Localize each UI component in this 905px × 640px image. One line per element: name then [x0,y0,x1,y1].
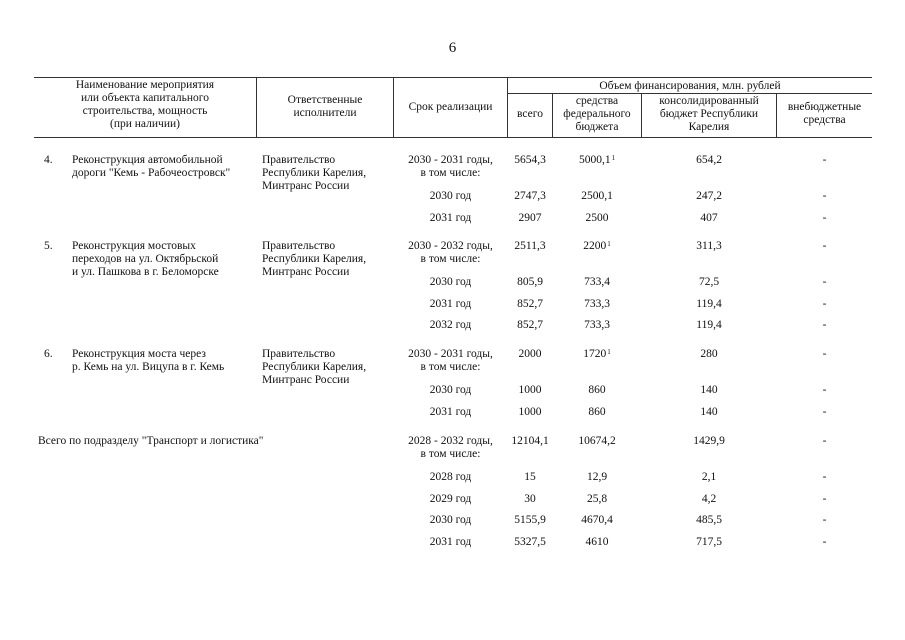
row-total: 2907 [518,211,542,224]
summary-period: 2031 год [429,535,472,548]
row-total: 805,9 [517,276,543,288]
summary-federal: 25,8 [586,492,608,505]
summary-federal: 12,9 [586,471,608,483]
project-executor: Правительство Республики Карелия, Минтранс России [262,240,367,278]
summary-federal: 10674,2 [578,435,616,447]
project-number: 4. [44,154,53,166]
row-federal: 860 [588,384,606,396]
row-regional: 311,3 [696,240,722,252]
row-extra: - [822,190,827,202]
row-period: 2031 год [429,211,472,224]
row-regional: 407 [700,211,718,224]
summary-total: 5327,5 [514,535,546,548]
row-period: 2030 - 2031 годы, в том числе: [408,348,493,373]
row-extra: - [822,240,827,252]
header-federal: средства федерального бюджета [563,95,631,133]
summary-period: 2029 год [429,492,472,505]
header-name: Наименование мероприятия или объекта капитального строительства, мощность (при наличии) [75,79,215,130]
header-executors: Ответственные исполнители [287,94,363,119]
row-extra: - [822,348,827,360]
row-federal: 860 [588,405,606,418]
row-federal: 733,4 [584,276,610,288]
summary-federal: 4670,4 [581,514,613,526]
project-number: 6. [44,348,53,360]
row-federal: 5000,1$^1$ [578,154,616,166]
summary-period: 2028 - 2032 годы, в том числе: [408,435,493,460]
header-total: всего [517,108,543,120]
summary-label: Всего по подразделу "Транспорт и логистика" [38,435,264,447]
header-bottom-rule [34,137,872,138]
summary-regional: 1429,9 [693,435,725,447]
header-regional: консолидированный бюджет Республики Карелия [659,95,759,133]
row-extra: - [822,154,827,166]
row-period: 2030 год [429,384,472,396]
row-total: 1000 [518,384,542,396]
summary-extra: - [822,471,827,483]
row-period: 2032 год [429,319,472,331]
summary-total: 12104,1 [511,435,549,447]
row-regional: 247,2 [696,190,722,202]
summary-regional: 4,2 [701,492,717,505]
summary-regional: 2,1 [701,471,717,483]
summary-extra: - [822,435,827,447]
row-federal: 2200$^1$ [583,240,611,252]
project-name: Реконструкция моста через р. Кемь на ул. Вицупа в г. Кемь [72,348,225,373]
project-number: 5. [44,240,53,252]
summary-total: 5155,9 [514,514,546,526]
row-regional: 119,4 [696,319,722,331]
row-regional: 654,2 [696,154,722,166]
row-federal: 1720$^1$ [583,348,611,360]
row-regional: 119,4 [696,297,722,310]
row-federal: 733,3 [584,297,610,310]
row-period: 2031 год [429,405,472,418]
row-federal: 733,3 [584,319,610,331]
row-regional: 280 [700,348,718,360]
row-extra: - [822,384,827,396]
funding-subheader-rule [507,93,872,94]
summary-extra: - [822,492,827,505]
row-federal: 2500,1 [581,190,613,202]
row-period: 2030 - 2032 годы, в том числе: [408,240,493,265]
row-extra: - [822,405,827,418]
row-total: 2511,3 [514,240,546,252]
row-regional: 140 [700,384,718,396]
footnote-marker: 1 [607,240,611,248]
row-period: 2030 - 2031 годы, в том числе: [408,154,493,179]
row-total: 852,7 [517,297,543,310]
summary-extra: - [822,514,827,526]
summary-regional: 485,5 [696,514,722,526]
summary-total: 15 [524,471,536,483]
row-regional: 140 [700,405,718,418]
summary-federal: 4610 [585,535,609,548]
row-extra: - [822,319,827,331]
project-executor: Правительство Республики Карелия, Минтранс России [262,154,367,192]
project-name: Реконструкция автомобильной дороги "Кемь - Рабочеостровск" [72,154,231,179]
row-total: 5654,3 [514,154,546,166]
row-period: 2031 год [429,297,472,310]
summary-regional: 717,5 [696,535,722,548]
summary-period: 2030 год [429,514,472,526]
row-period: 2030 год [429,276,472,288]
row-period: 2030 год [429,190,472,202]
table-top-rule [34,77,872,78]
row-extra: - [822,276,827,288]
page-number: 6 [448,40,457,56]
project-name: Реконструкция мостовых переходов на ул. Октябрьской и ул. Пашкова в г. Беломорске [72,240,219,278]
summary-total: 30 [524,492,536,505]
header-funding: Объем финансирования, млн. рублей [599,80,781,92]
header-period: Срок реализации [408,101,493,113]
header-extra: внебюджетные средства [787,101,862,126]
summary-period: 2028 год [429,471,472,483]
footnote-marker: 1 [607,348,611,356]
row-extra: - [822,297,827,310]
project-executor: Правительство Республики Карелия, Минтранс России [262,348,367,386]
row-regional: 72,5 [698,276,720,288]
row-total: 2000 [518,348,542,360]
row-total: 1000 [518,405,542,418]
row-federal: 2500 [585,211,609,224]
summary-extra: - [822,535,827,548]
row-total: 852,7 [517,319,543,331]
row-total: 2747,3 [514,190,546,202]
row-extra: - [822,211,827,224]
footnote-marker: 1 [611,154,616,162]
